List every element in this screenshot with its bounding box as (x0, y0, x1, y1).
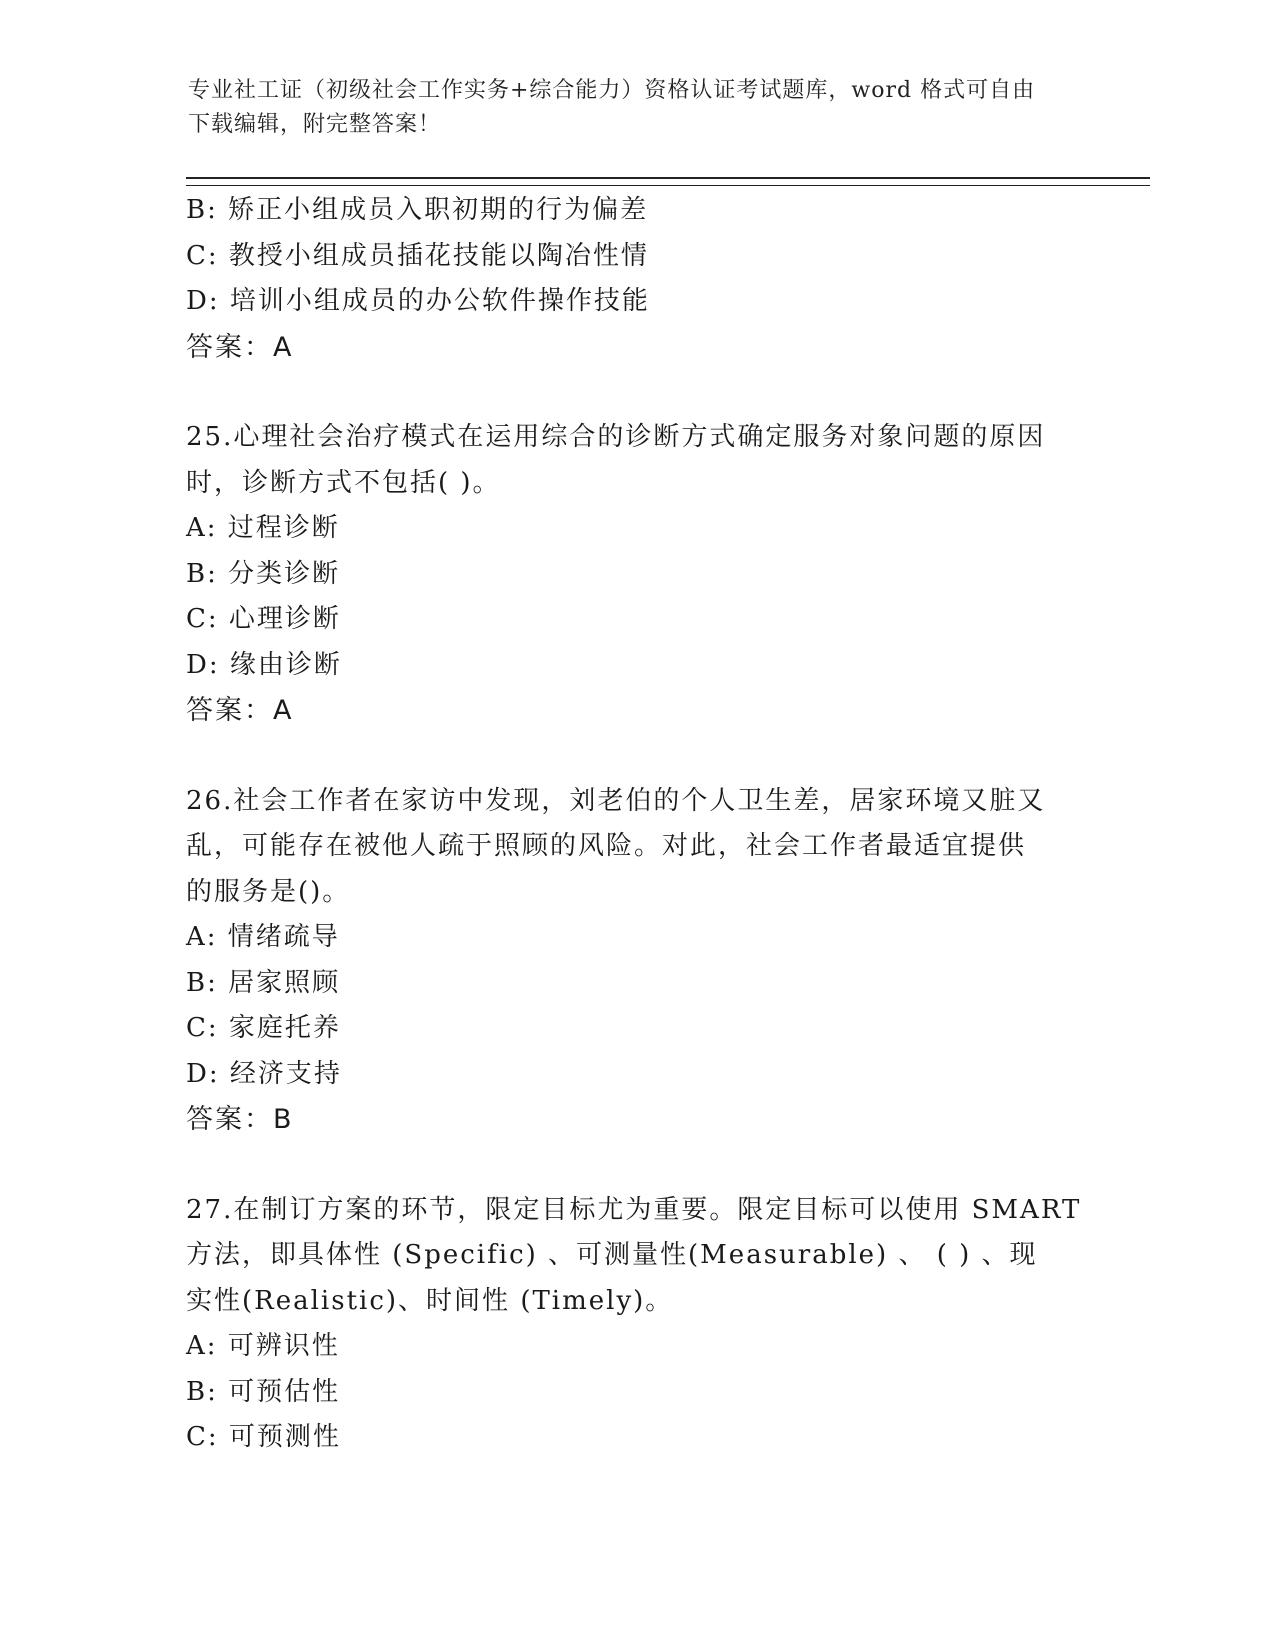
option-a: A: 情绪疏导 (186, 922, 340, 952)
question-stem-line: 方法，即具体性 (Specific) 、可测量性(Measurable) 、 ( ) 、现 (186, 1240, 1038, 1270)
question-stem-line: 实性(Realistic)、时间性 (Timely)。 (186, 1285, 674, 1316)
spacer (186, 734, 1086, 779)
question-stem-line: 25.心理社会治疗模式在运用综合的诊断方式确定服务对象问题的原因 (186, 422, 1046, 452)
question-stem-line: 的服务是()。 (186, 876, 351, 907)
option-d: D: 缘由诊断 (186, 649, 342, 680)
answer-line: 答案：A (186, 695, 294, 726)
option-b: B: 居家照顾 (186, 967, 341, 998)
answer-line: 答案：B (186, 1104, 294, 1135)
header-line-1: 专业社工证（初级社会工作实务+综合能力）资格认证考试题库，word 格式可自由 (188, 78, 1036, 103)
page-header (188, 74, 1088, 142)
question-24-tail (186, 188, 1086, 370)
spacer (186, 370, 1086, 415)
question-stem-line: 26.社会工作者在家访中发现，刘老伯的个人卫生差，居家环境又脏又 (186, 785, 1046, 816)
option-d: D: 经济支持 (186, 1058, 342, 1089)
option-b: B: 分类诊断 (186, 558, 341, 589)
option-b: B: 矫正小组成员入职初期的行为偏差 (186, 195, 649, 225)
option-d: D: 培训小组成员的办公软件操作技能 (186, 286, 650, 316)
question-stem-line: 时，诊断方式不包括( )。 (186, 467, 501, 498)
option-c: C: 心理诊断 (186, 604, 341, 634)
header-line-2: 下载编辑，附完整答案！ (188, 112, 442, 137)
question-stem-line: 乱，可能存在被他人疏于照顾的风险。对此，社会工作者最适宜提供 (186, 831, 1027, 861)
question-list (186, 188, 1086, 1461)
option-a: A: 可辨识性 (186, 1331, 340, 1361)
answer-line: 答案：A (186, 331, 294, 363)
option-b: B: 可预估性 (186, 1376, 341, 1407)
option-a: A: 过程诊断 (186, 513, 340, 543)
question-27 (186, 1188, 1086, 1461)
header-divider (186, 177, 1150, 186)
spacer (186, 1143, 1086, 1188)
option-c: C: 可预测性 (186, 1422, 341, 1452)
option-c: C: 家庭托养 (186, 1013, 341, 1043)
question-26 (186, 779, 1086, 1143)
question-25 (186, 415, 1086, 734)
option-c: C: 教授小组成员插花技能以陶冶性情 (186, 240, 649, 271)
question-stem-line: 27.在制订方案的环节，限定目标尤为重要。限定目标可以使用 SMART (186, 1194, 1082, 1225)
